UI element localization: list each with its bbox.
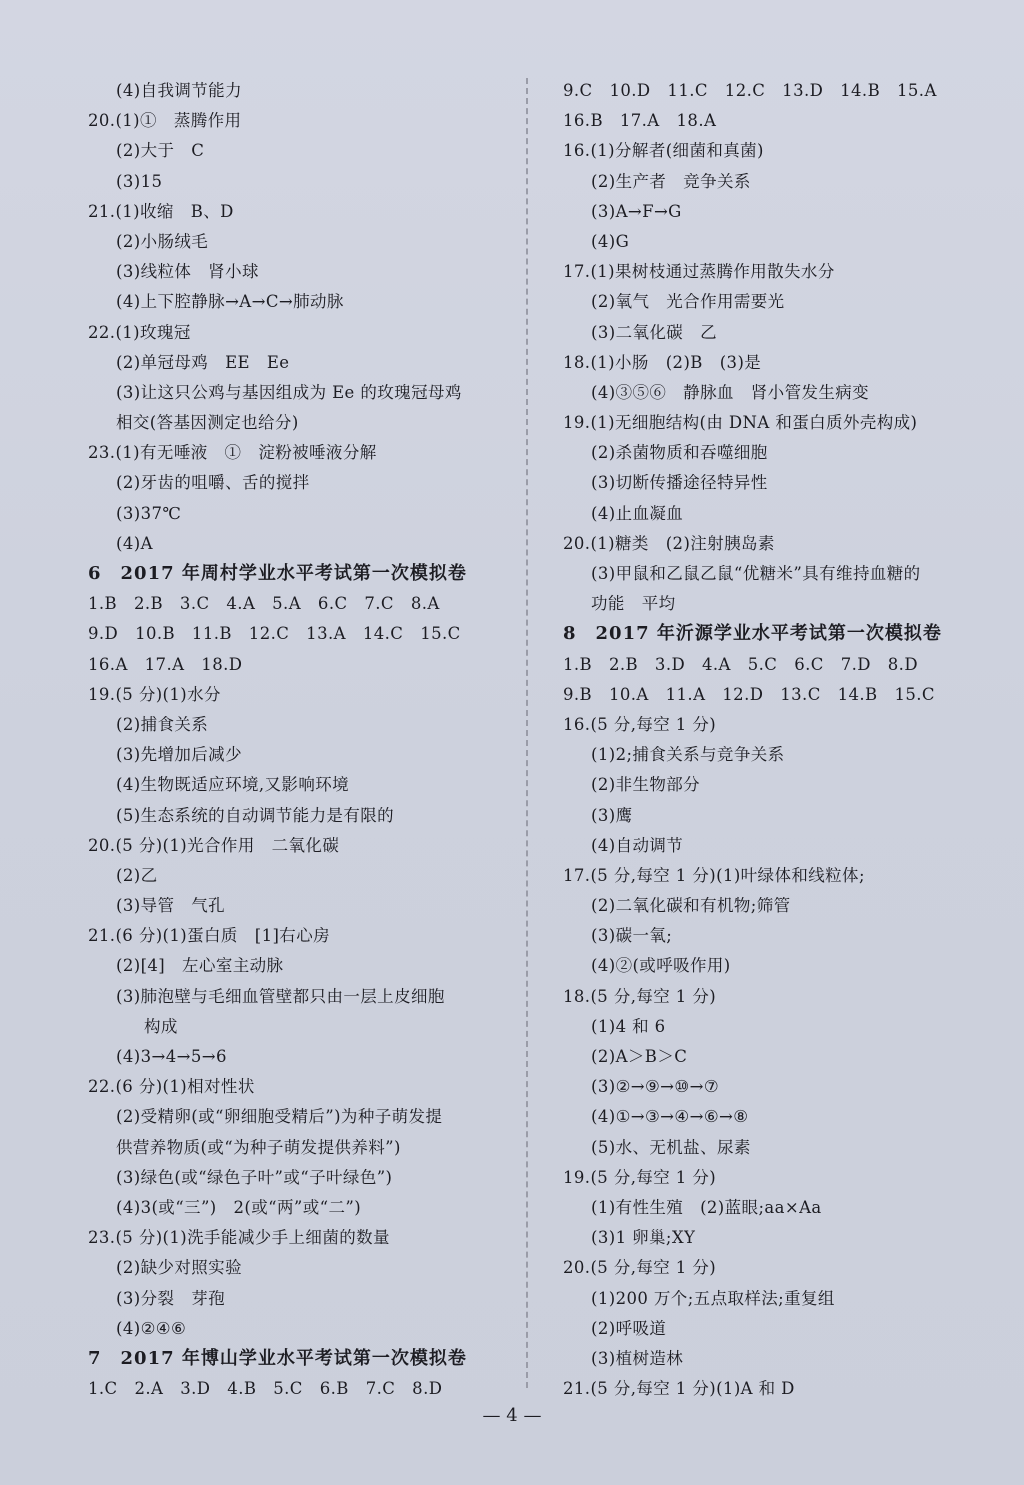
- page-number: — 4 —: [482, 1405, 542, 1426]
- answer-line: 17.(5 分,每空 1 分)(1)叶绿体和线粒体;: [563, 865, 865, 885]
- answer-line: (4)3→4→5→6: [116, 1047, 227, 1066]
- answer-line: (2)生产者 竞争关系: [591, 171, 751, 191]
- answer-line: (4)②④⑥: [116, 1318, 187, 1338]
- answer-line: (2)大于 C: [116, 141, 205, 161]
- column-divider: [526, 78, 528, 1388]
- section-heading: 8 2017 年沂源学业水平考试第一次模拟卷: [563, 623, 942, 645]
- answer-line: (3)分裂 芽孢: [116, 1288, 226, 1308]
- answer-line: 19.(5 分,每空 1 分): [563, 1167, 717, 1187]
- answer-line: (3)绿色(或“绿色子叶”或“子叶绿色”): [116, 1167, 393, 1187]
- answer-line: 16.A 17.A 18.D: [88, 654, 243, 674]
- answer-line: 19.(1)无细胞结构(由 DNA 和蛋白质外壳构成): [563, 413, 918, 433]
- answer-line: (4)上下腔静脉→A→C→肺动脉: [116, 292, 344, 312]
- answer-line: 1.B 2.B 3.C 4.A 5.A 6.C 7.C 8.A: [88, 594, 440, 614]
- answer-line: (4)③⑤⑥ 静脉血 肾小管发生病变: [591, 382, 870, 402]
- answer-line: 18.(1)小肠 (2)B (3)是: [563, 352, 762, 372]
- answer-line: (3)37℃: [116, 503, 182, 523]
- answer-line: (3)②→⑨→⑩→⑦: [591, 1077, 720, 1097]
- answer-line: (3)A→F→G: [591, 201, 682, 221]
- answer-line: 21.(1)收缩 B、D: [88, 201, 234, 221]
- answer-line: (4)3(或“三”) 2(或“两”或“二”): [116, 1197, 362, 1217]
- answer-line: 19.(5 分)(1)水分: [88, 684, 221, 704]
- answer-line: (2)二氧化碳和有机物;筛管: [591, 896, 791, 916]
- answer-line: (2)乙: [116, 865, 158, 885]
- answer-line: (2)[4] 左心室主动脉: [116, 956, 284, 976]
- answer-line: (2)氧气 光合作用需要光: [591, 292, 785, 312]
- answer-line: (1)有性生殖 (2)蓝眼;aa×Aa: [591, 1197, 822, 1217]
- answer-line: (3)导管 气孔: [116, 896, 226, 916]
- answer-line: 相交(答基因测定也给分): [116, 413, 299, 433]
- answer-line: (3)1 卵巢;XY: [591, 1228, 696, 1248]
- answer-line: (2)杀菌物质和吞噬细胞: [591, 443, 768, 463]
- answer-line: (2)受精卵(或“卵细胞受精后”)为种子萌发提: [116, 1107, 443, 1127]
- answer-line: 21.(6 分)(1)蛋白质 [1]右心房: [88, 926, 331, 946]
- answer-line: 22.(1)玫瑰冠: [88, 322, 191, 342]
- answer-line: (3)肺泡壁与毛细血管壁都只由一层上皮细胞: [116, 986, 445, 1006]
- answer-line: (3)先增加后减少: [116, 745, 242, 765]
- answer-line: (3)15: [116, 171, 163, 191]
- answer-line: (5)生态系统的自动调节能力是有限的: [116, 805, 395, 825]
- right-column: [563, 76, 983, 1404]
- answer-line: 构成: [144, 1016, 178, 1036]
- section-heading: 7 2017 年博山学业水平考试第一次模拟卷: [88, 1347, 467, 1369]
- answer-line: (3)线粒体 肾小球: [116, 262, 259, 282]
- answer-line: (3)碳一氧;: [591, 926, 673, 946]
- answer-line: (4)A: [116, 533, 153, 553]
- answer-line: (1)2;捕食关系与竞争关系: [591, 745, 785, 765]
- answer-line: (3)让这只公鸡与基因组成为 Ee 的玫瑰冠母鸡: [116, 382, 462, 402]
- section-heading: 6 2017 年周村学业水平考试第一次模拟卷: [88, 563, 467, 584]
- answer-line: 18.(5 分,每空 1 分): [563, 986, 717, 1006]
- answer-line: (5)水、无机盐、尿素: [591, 1137, 751, 1157]
- answer-line: (2)捕食关系: [116, 714, 209, 734]
- answer-line: 供营养物质(或“为种子萌发提供养料”): [116, 1137, 401, 1157]
- answer-line: (4)②(或呼吸作用): [591, 956, 731, 976]
- answer-line: (2)小肠绒毛: [116, 231, 209, 251]
- answer-line: (2)呼吸道: [591, 1318, 667, 1338]
- answer-line: 16.B 17.A 18.A: [563, 111, 717, 131]
- answer-line: (1)200 万个;五点取样法;重复组: [591, 1288, 835, 1308]
- answer-line: 9.D 10.B 11.B 12.C 13.A 14.C 15.C: [88, 624, 461, 644]
- answer-line: 1.B 2.B 3.D 4.A 5.C 6.C 7.D 8.D: [563, 654, 918, 674]
- answer-line: (4)自我调节能力: [116, 81, 242, 100]
- answer-line: 20.(1)① 蒸腾作用: [88, 111, 242, 131]
- answer-line: (2)单冠母鸡 EE Ee: [116, 352, 290, 372]
- answer-line: (3)甲鼠和乙鼠乙鼠“优糖米”具有维持血糖的: [591, 564, 921, 583]
- answer-line: (3)植树造林: [591, 1348, 684, 1368]
- answer-line: 23.(1)有无唾液 ① 淀粉被唾液分解: [88, 443, 377, 463]
- answer-line: 22.(6 分)(1)相对性状: [88, 1077, 255, 1097]
- answer-line: 20.(5 分,每空 1 分): [563, 1258, 717, 1278]
- answer-line: (4)①→③→④→⑥→⑧: [591, 1107, 749, 1127]
- answer-line: (2)A＞B＞C: [591, 1047, 688, 1066]
- answer-line: (1)4 和 6: [591, 1016, 666, 1036]
- answer-line: (2)牙齿的咀嚼、舌的搅拌: [116, 473, 310, 493]
- answer-line: 21.(5 分,每空 1 分)(1)A 和 D: [563, 1379, 795, 1399]
- answer-line: (4)G: [591, 231, 630, 251]
- answer-line: 23.(5 分)(1)洗手能减少手上细菌的数量: [88, 1228, 390, 1248]
- answer-line: 16.(5 分,每空 1 分): [563, 714, 717, 734]
- answer-line: 1.C 2.A 3.D 4.B 5.C 6.B 7.C 8.D: [88, 1379, 443, 1399]
- answer-line: (3)鹰: [591, 805, 633, 825]
- answer-line: (2)非生物部分: [591, 775, 701, 795]
- answer-line: 20.(1)糖类 (2)注射胰岛素: [563, 533, 775, 553]
- answer-line: 9.B 10.A 11.A 12.D 13.C 14.B 15.C: [563, 684, 935, 704]
- answer-line: 功能 平均: [591, 594, 676, 614]
- answer-line: (4)生物既适应环境,又影响环境: [116, 775, 350, 795]
- answer-line: 16.(1)分解者(细菌和真菌): [563, 141, 764, 161]
- answer-line: (4)止血凝血: [591, 503, 684, 523]
- answer-line: 17.(1)果树枝通过蒸腾作用散失水分: [563, 262, 835, 282]
- answer-line: (3)二氧化碳 乙: [591, 322, 717, 342]
- answer-line: 9.C 10.D 11.C 12.C 13.D 14.B 15.A: [563, 81, 937, 100]
- answer-line: (2)缺少对照实验: [116, 1258, 242, 1278]
- answer-line: (3)切断传播途径特异性: [591, 473, 768, 493]
- left-column: [88, 76, 508, 1404]
- answer-line: (4)自动调节: [591, 835, 684, 855]
- answer-line: 20.(5 分)(1)光合作用 二氧化碳: [88, 835, 340, 855]
